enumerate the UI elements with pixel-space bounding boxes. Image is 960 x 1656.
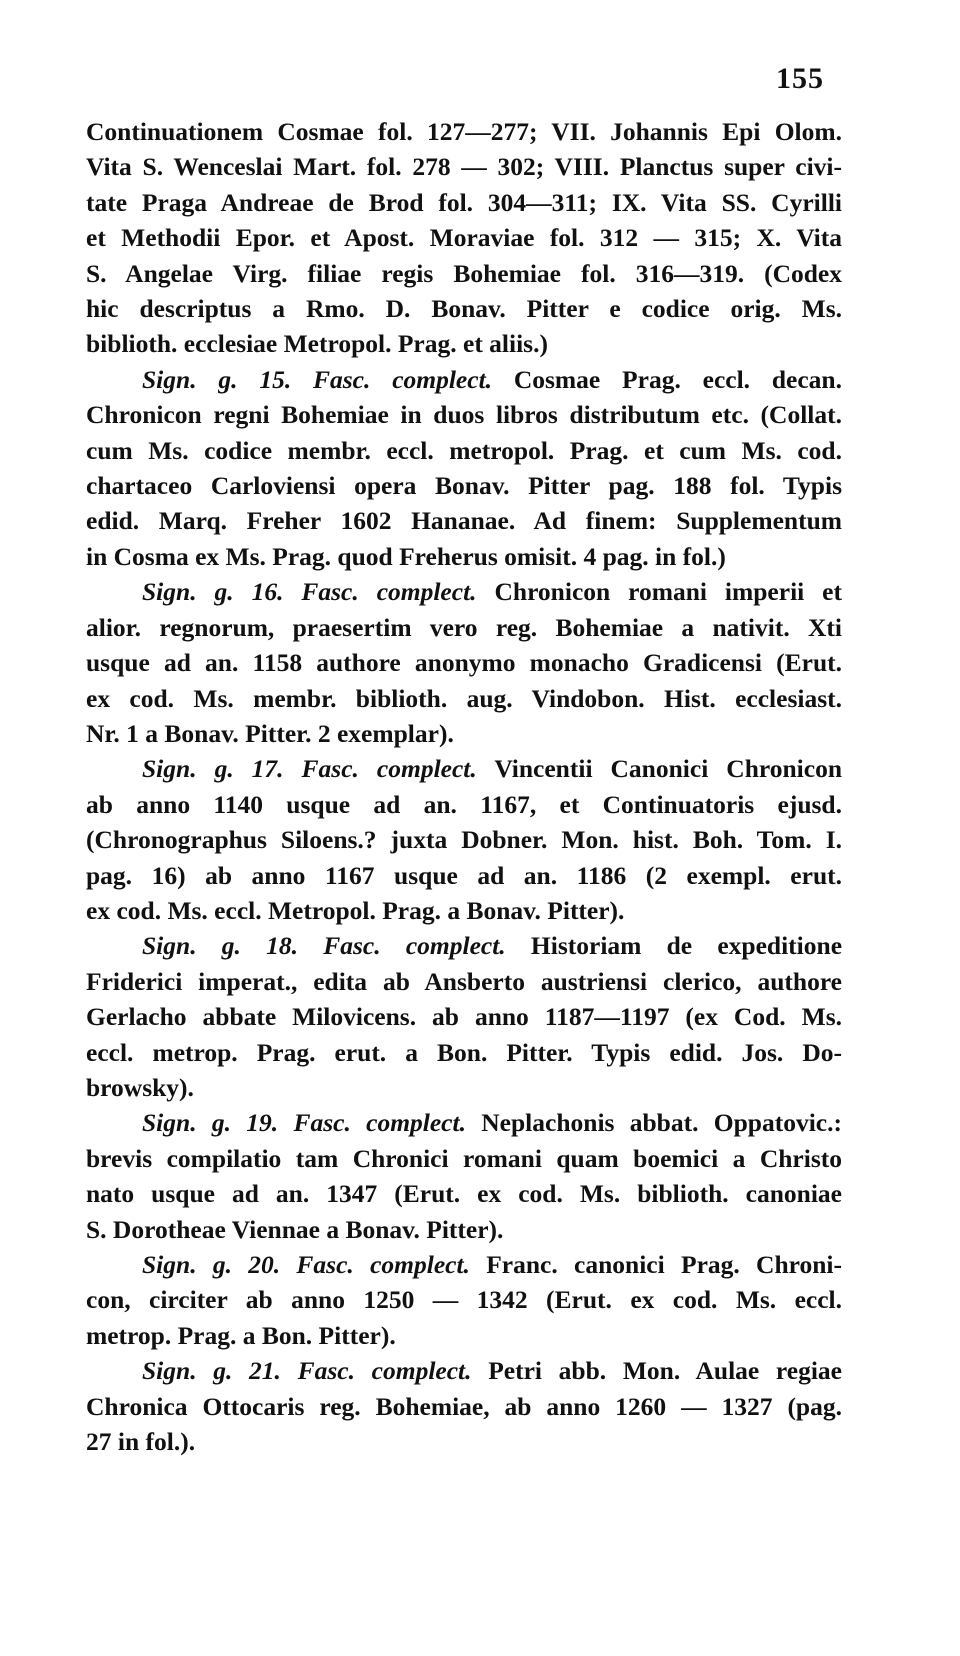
text-line: Chronicon regni Bohemiae in duos libros distributum etc. (Collat.	[86, 400, 842, 430]
text-line: usque ad an. 1158 authore anonymo monacho Gradicensi (Erut.	[86, 648, 842, 678]
entry-first-line	[86, 1105, 842, 1140]
text-line: con, circiter ab anno 1250 — 1342 (Erut. ex cod. Ms. eccl.	[86, 1285, 842, 1315]
entry-sign-20	[86, 1247, 842, 1353]
entry-sign-16	[86, 574, 842, 751]
text-line: Friderici imperat., edita ab Ansberto austriensi clerico, authore	[86, 966, 842, 996]
text-line: ex cod. Ms. eccl. Metropol. Prag. a Bonav. Pitter).	[86, 895, 625, 925]
signature-label: Sign. g. 15. Fasc. complect.	[142, 364, 493, 394]
signature-label: Sign. g. 16. Fasc. complect.	[142, 577, 477, 607]
text-fragment: Cosmae Prag. eccl. decan.	[513, 364, 842, 394]
text-line: Vita S. Wenceslai Mart. fol. 278 — 302; VIII. Planctus super civi-	[86, 152, 842, 182]
text-line: 27 in fol.).	[86, 1427, 196, 1457]
text-line: browsky).	[86, 1072, 194, 1102]
text-line: Nr. 1 a Bonav. Pitter. 2 exemplar).	[86, 718, 454, 748]
text-fragment: Historiam de expeditione	[530, 931, 843, 961]
entry-first-line	[86, 574, 842, 609]
text-line: alior. regnorum, praesertim vero reg. Bohemiae a nativit. Xti	[86, 612, 842, 642]
text-fragment: Vincentii Canonici Chronicon	[494, 754, 843, 784]
text-line: hic descriptus a Rmo. D. Bonav. Pitter e codice orig. Ms.	[86, 294, 842, 324]
signature-label: Sign. g. 21. Fasc. complect.	[142, 1356, 472, 1386]
text-fragment: Franc. canonici Prag. Chroni-	[486, 1250, 843, 1279]
entry-continuation	[86, 114, 842, 362]
text-line: S. Dorotheae Viennae a Bonav. Pitter).	[86, 1214, 504, 1244]
text-line: in Cosma ex Ms. Prag. quod Freherus omisit. 4 pag. in fol.)	[86, 541, 726, 571]
text-line: brevis compilatio tam Chronici romani quam boemici a Christo	[86, 1143, 842, 1173]
text-fragment: Neplachonis abbat. Oppatovic.:	[481, 1108, 842, 1138]
text-line: tate Praga Andreae de Brod fol. 304—311; IX. Vita SS. Cyrilli	[86, 187, 842, 217]
text-line: edid. Marq. Freher 1602 Hananae. Ad finem: Supplementum	[86, 506, 842, 536]
text-line: Gerlacho abbate Milovicens. ab anno 1187—1197 (ex Cod. Ms.	[86, 1002, 842, 1032]
text-fragment: Petri abb. Mon. Aulae regiae	[488, 1356, 842, 1386]
signature-label: Sign. g. 19. Fasc. complect.	[142, 1108, 466, 1138]
text-block	[86, 114, 842, 1459]
text-line: metrop. Prag. a Bon. Pitter).	[86, 1320, 396, 1350]
entry-sign-21	[86, 1353, 842, 1459]
text-line: chartaceo Carloviensi opera Bonav. Pitter pag. 188 fol. Typis	[86, 471, 842, 501]
text-line: Chronica Ottocaris reg. Bohemiae, ab anno 1260 — 1327 (pag.	[86, 1391, 842, 1421]
entry-first-line	[86, 751, 842, 786]
text-line: nato usque ad an. 1347 (Erut. ex cod. Ms. biblioth. canoniae	[86, 1179, 842, 1209]
entry-sign-19	[86, 1105, 842, 1247]
text-line: et Methodii Epor. et Apost. Moraviae fol. 312 — 315; X. Vita	[86, 223, 842, 253]
text-line: ab anno 1140 usque ad an. 1167, et Continuatoris ejusd.	[86, 789, 842, 819]
page-number: 155	[776, 62, 824, 95]
text-line: eccl. metrop. Prag. erut. a Bon. Pitter. Typis edid. Jos. Do-	[86, 1037, 842, 1067]
entry-first-line	[86, 1353, 842, 1388]
text-line: pag. 16) ab anno 1167 usque ad an. 1186 (2 exempl. erut.	[86, 860, 842, 890]
signature-label: Sign. g. 17. Fasc. complect.	[142, 754, 477, 784]
text-line: Continuationem Cosmae fol. 127—277; VII. Johannis Epi Olom.	[86, 117, 842, 146]
entry-first-line	[86, 928, 842, 963]
text-line: cum Ms. codice membr. eccl. metropol. Prag. et cum Ms. cod.	[86, 435, 842, 465]
entry-first-line	[86, 1247, 842, 1282]
signature-label: Sign. g. 18. Fasc. complect.	[142, 931, 506, 961]
signature-label: Sign. g. 20. Fasc. complect.	[142, 1250, 470, 1279]
text-line: biblioth. ecclesiae Metropol. Prag. et aliis.)	[86, 329, 548, 359]
text-line: ex cod. Ms. membr. biblioth. aug. Vindobon. Hist. ecclesiast.	[86, 683, 842, 713]
text-line: (Chronographus Siloens.? juxta Dobner. Mon. hist. Boh. Tom. I.	[86, 825, 842, 855]
entry-first-line	[86, 362, 842, 397]
entry-sign-17	[86, 751, 842, 928]
text-fragment: Chronicon romani imperii et	[494, 577, 842, 607]
entry-sign-15	[86, 362, 842, 574]
text-line: S. Angelae Virg. filiae regis Bohemiae fol. 316—319. (Codex	[86, 258, 842, 288]
entry-sign-18	[86, 928, 842, 1105]
